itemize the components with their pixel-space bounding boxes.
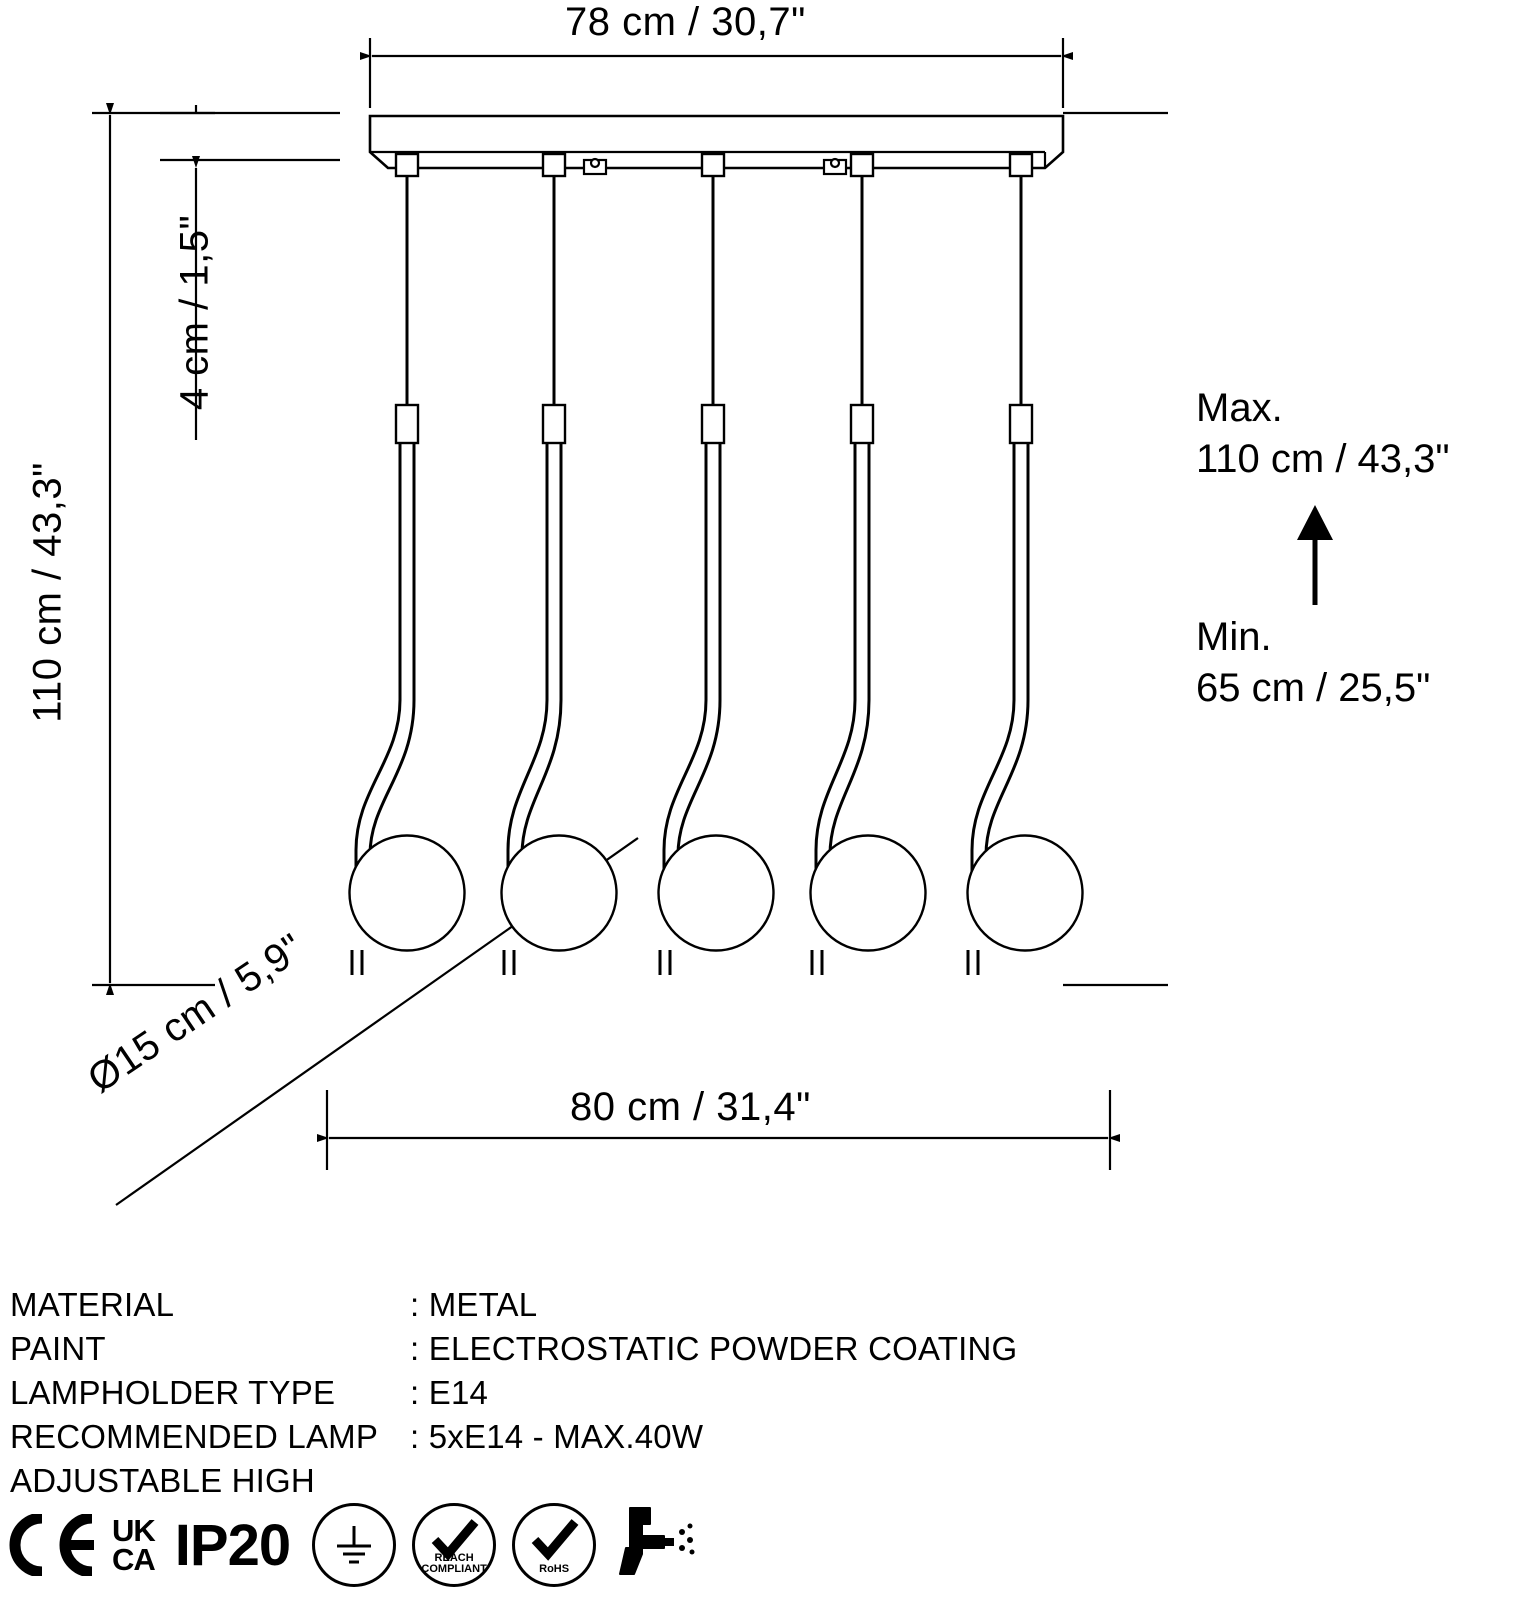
spec-key: PAINT <box>10 1329 106 1367</box>
ukca-mark-icon <box>112 1513 155 1577</box>
pendant-1 <box>350 154 465 975</box>
spec-value: : 5xE14 - MAX.40W <box>410 1417 704 1455</box>
dimension-canopy-height: 4 cm / 1,5" <box>172 214 217 411</box>
adjustable-max <box>1196 383 1450 485</box>
pendant-4 <box>811 154 926 975</box>
rohs-icon <box>512 1503 596 1587</box>
dimension-top-width: 78 cm / 30,7" <box>565 0 806 44</box>
spec-key: ADJUSTABLE HIGH <box>10 1461 315 1499</box>
ukca-line-1: UK <box>112 1513 155 1549</box>
spec-key: RECOMMENDED LAMP <box>10 1417 379 1455</box>
spec-value: : ELECTROSTATIC POWDER COATING <box>410 1329 1018 1367</box>
reach-caption <box>415 1553 493 1575</box>
earth-ground-icon <box>312 1503 396 1587</box>
reach-line-2: COMPLIANT <box>421 1563 487 1575</box>
spec-value: : METAL <box>410 1286 538 1323</box>
adjustable-min-value: 65 cm / 25,5" <box>1196 666 1431 711</box>
certification-badges <box>0 1495 698 1595</box>
spec-row-paint <box>10 1327 1017 1371</box>
specifications-table <box>10 1283 1017 1502</box>
pendant-3 <box>659 154 774 975</box>
spec-value: : E14 <box>410 1373 489 1411</box>
adjustable-min-label: Min. <box>1196 615 1272 659</box>
rohs-caption: RoHS <box>539 1563 570 1575</box>
ukca-line-2: CA <box>112 1542 155 1577</box>
dimension-total-height: 110 cm / 43,3" <box>25 462 70 723</box>
adjustable-min <box>1196 612 1430 714</box>
adjustable-max-label: Max. <box>1196 386 1283 430</box>
adjustable-max-value: 110 cm / 43,3" <box>1196 437 1450 482</box>
reach-compliant-icon <box>412 1503 496 1587</box>
spray-gun-icon <box>612 1502 698 1588</box>
spec-key: MATERIAL <box>10 1286 175 1323</box>
dimension-globe-diameter: Ø15 cm / 5,9" <box>80 925 312 1102</box>
ip-rating-label: IP20 <box>174 1512 291 1578</box>
dimension-bottom-width: 80 cm / 31,4" <box>570 1085 811 1129</box>
ce-mark-icon <box>0 1514 96 1576</box>
spec-row-recommended-lamp <box>10 1415 1017 1459</box>
spec-row-lampholder-type <box>10 1371 1017 1415</box>
pendant-5 <box>968 154 1083 975</box>
spec-key: LAMPHOLDER TYPE <box>10 1373 336 1411</box>
spec-row-material <box>10 1283 1017 1327</box>
reach-line-1: REACH <box>434 1552 474 1564</box>
pendant-2 <box>502 154 617 975</box>
